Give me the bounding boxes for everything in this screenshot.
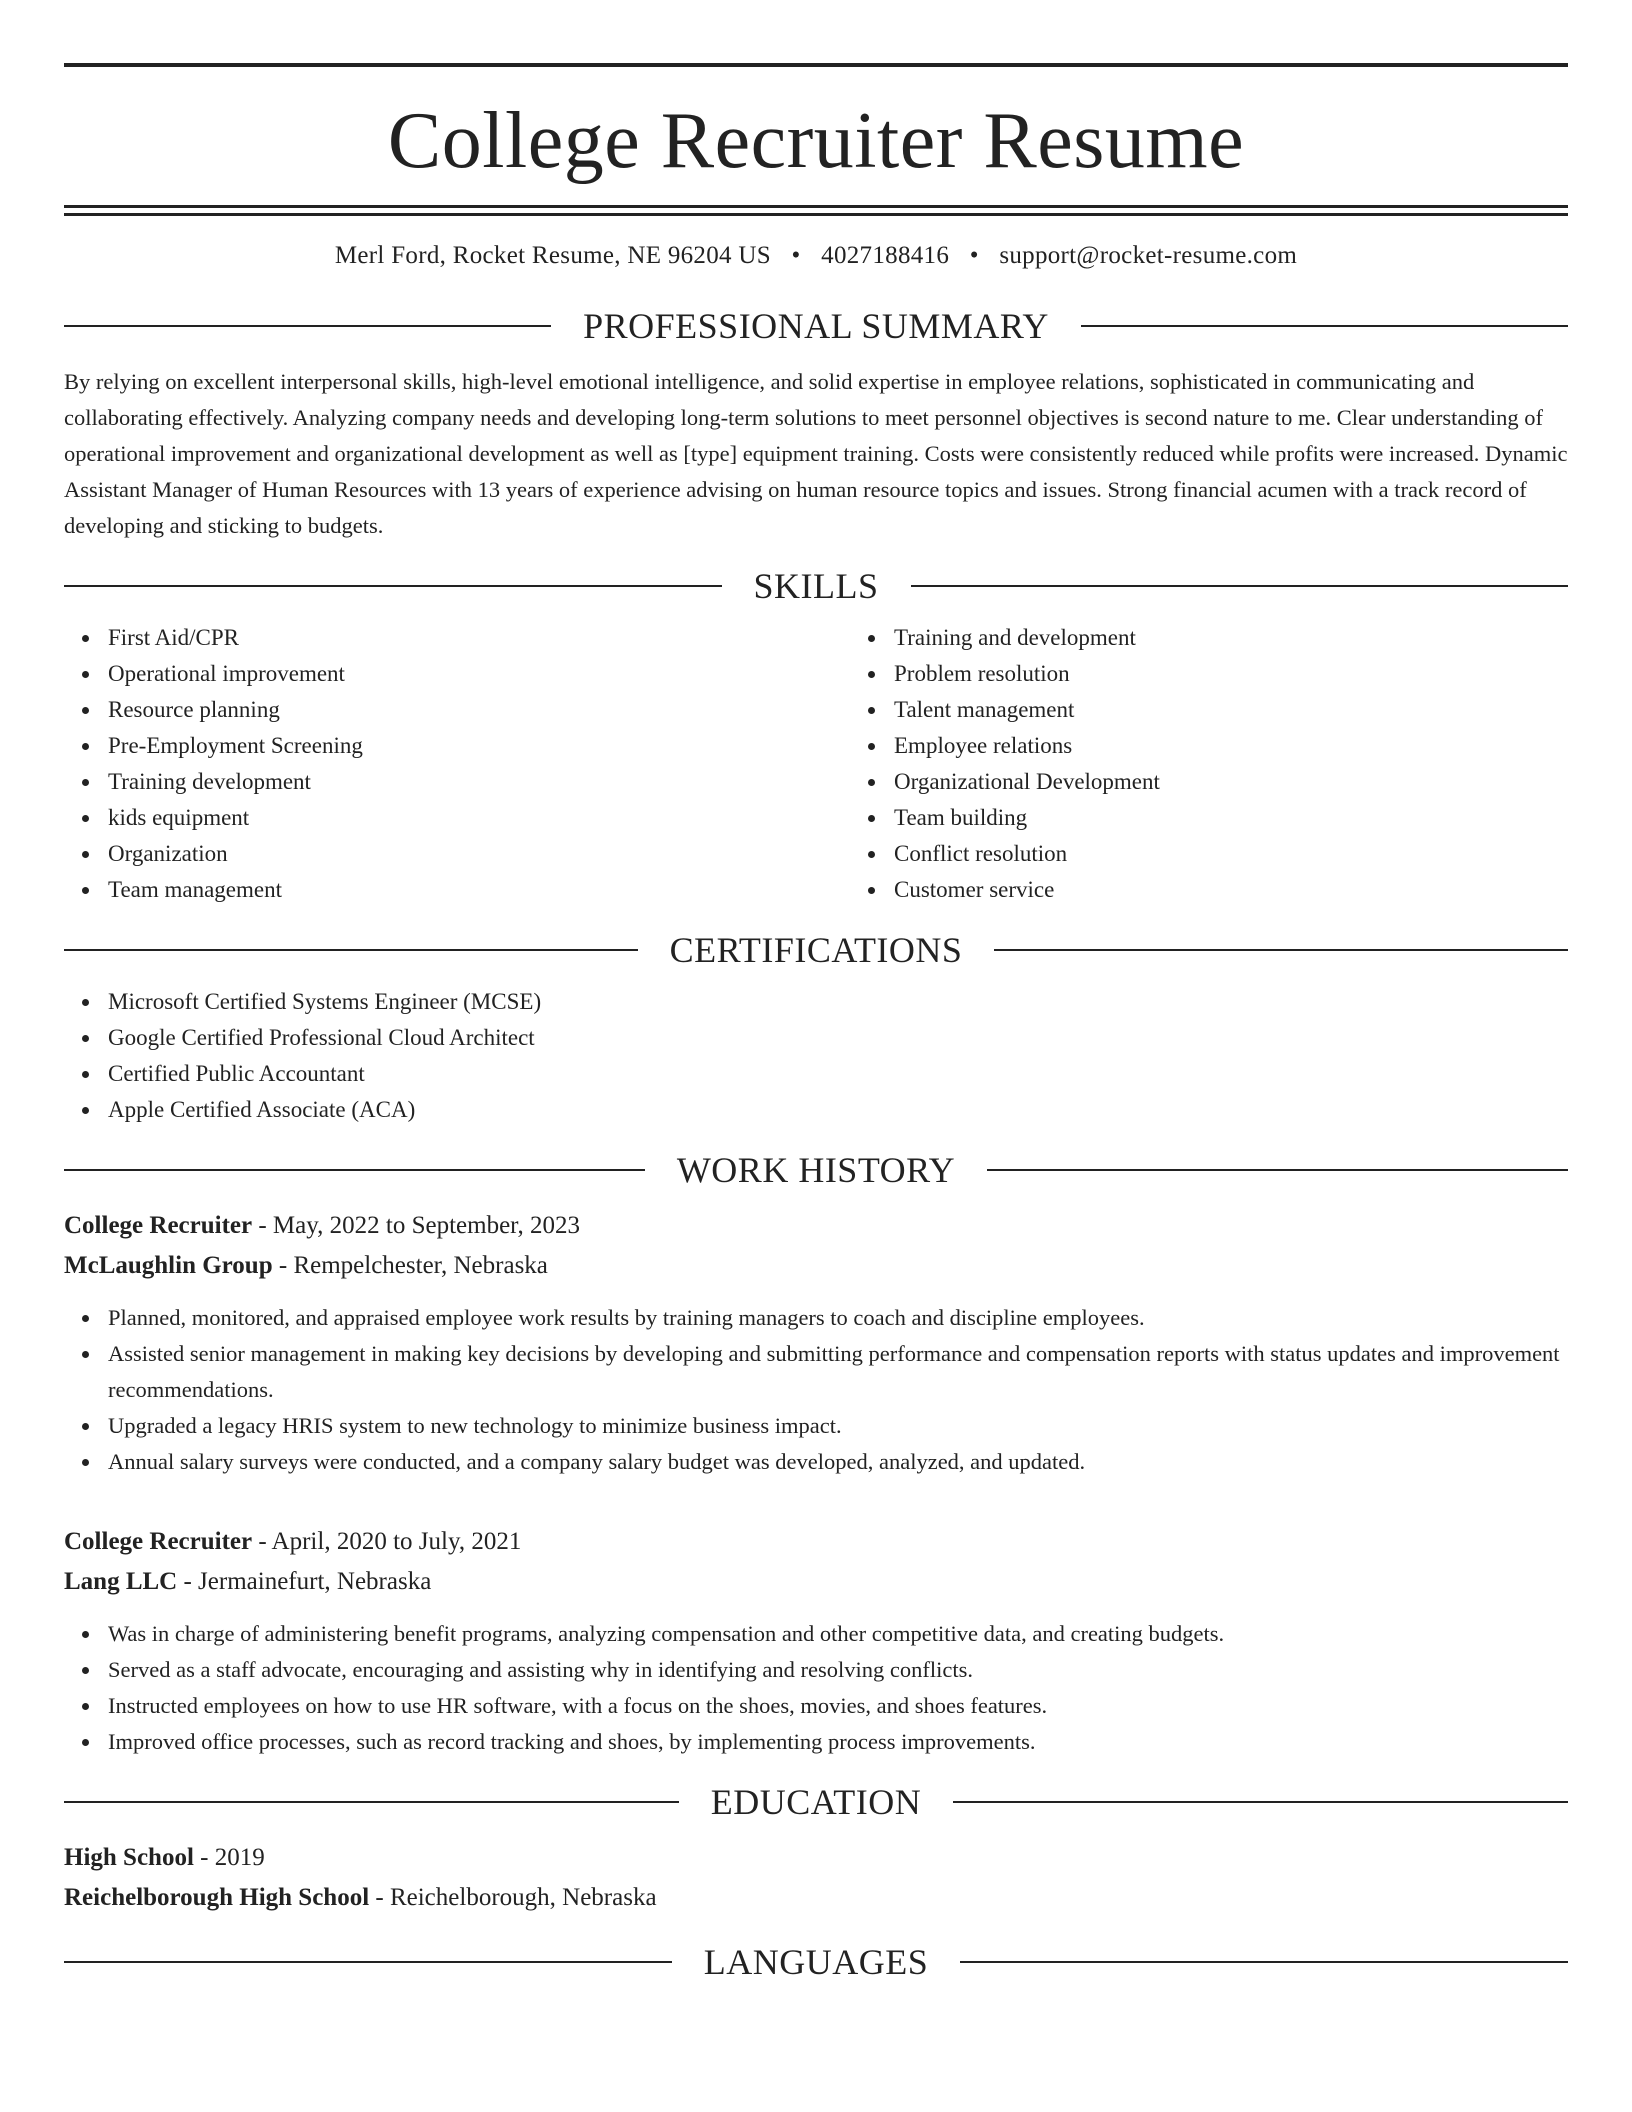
job-bullet: Served as a staff advocate, encouraging and assisting why in identifying and resolving conflicts. [108, 1652, 1568, 1688]
skill-item: Team building [894, 800, 1632, 836]
summary-heading [64, 306, 1568, 346]
languages-heading [64, 1942, 1568, 1982]
heading-rule-left [64, 1169, 645, 1171]
contact-phone: 4027188416 [821, 242, 950, 269]
heading-rule-right [911, 585, 1569, 587]
job-company: McLaughlin Group [64, 1252, 273, 1279]
languages-heading-label: LANGUAGES [703, 1942, 929, 1982]
education-heading-label: EDUCATION [710, 1782, 922, 1822]
skills-heading [64, 566, 1568, 606]
education-degree-line [64, 1838, 1568, 1878]
job-company-line [64, 1562, 1568, 1602]
job-dates: - April, 2020 to July, 2021 [252, 1528, 522, 1555]
certification-item: Google Certified Professional Cloud Architect [108, 1020, 1568, 1056]
heading-rule-right [960, 1961, 1568, 1963]
education-location: - Reichelborough, Nebraska [369, 1884, 657, 1911]
skill-item: kids equipment [108, 800, 850, 836]
summary-text: By relying on excellent interpersonal skills, high-level emotional intelligence, and solid expertise in employee relations, sophisticated in communicating and collaborating effectively. Analyzing company needs and developing long-term solutions to meet personnel objectives is second nature to me. Clear understanding of operational improvement and organizational development as well as [type] equipment training. Costs were consistently reduced while profits were increased. Dynamic Assistant Manager of Human Resources with 13 years of experience advising on human resource topics and issues. Strong financial acumen with a track record of developing and sticking to budgets. [64, 369, 1568, 538]
job-bullet: Assisted senior management in making key decisions by developing and submitting performance and compensation reports with status updates and improvement recommendations. [108, 1336, 1568, 1408]
job-bullet: Was in charge of administering benefit programs, analyzing compensation and other competitive data, and creating budgets. [108, 1616, 1568, 1652]
skill-item: Training development [108, 764, 850, 800]
skill-item: First Aid/CPR [108, 620, 850, 656]
job-bullets [64, 1300, 1568, 1480]
job-bullets [64, 1616, 1568, 1760]
job-company-line [64, 1246, 1568, 1286]
skill-item: Resource planning [108, 692, 850, 728]
certification-item: Microsoft Certified Systems Engineer (MCSE) [108, 984, 1568, 1020]
skill-item: Talent management [894, 692, 1632, 728]
job-title: College Recruiter [64, 1212, 253, 1239]
education-entry [64, 1838, 1568, 1918]
certifications-heading [64, 930, 1568, 970]
skill-item: Team management [108, 872, 850, 908]
job-entry [64, 1522, 1568, 1760]
contact-separator: • [791, 242, 801, 269]
heading-rule-right [953, 1801, 1568, 1803]
work-history-heading [64, 1150, 1568, 1190]
heading-rule-left [64, 1801, 679, 1803]
job-bullet: Instructed employees on how to use HR software, with a focus on the shoes, movies, and shoes features. [108, 1688, 1568, 1724]
job-entry [64, 1206, 1568, 1480]
skill-item: Operational improvement [108, 656, 850, 692]
contact-line [64, 242, 1568, 270]
certifications-heading-label: CERTIFICATIONS [669, 930, 963, 970]
resume-page [64, 0, 1568, 1982]
job-bullet: Upgraded a legacy HRIS system to new technology to minimize business impact. [108, 1408, 1568, 1444]
skill-item: Organizational Development [894, 764, 1632, 800]
heading-rule-right [1081, 325, 1568, 327]
job-company: Lang LLC [64, 1568, 178, 1595]
job-bullet: Improved office processes, such as record tracking and shoes, by implementing process improvements. [108, 1724, 1568, 1760]
education-year: - 2019 [193, 1844, 265, 1871]
skills-grid [64, 606, 1568, 908]
heading-rule-right [987, 1169, 1568, 1171]
heading-rule-left [64, 325, 551, 327]
certification-item: Apple Certified Associate (ACA) [108, 1092, 1568, 1128]
certifications-list [64, 984, 1568, 1128]
job-location: - Rempelchester, Nebraska [272, 1252, 548, 1279]
education-degree: High School [64, 1844, 194, 1871]
summary-heading-label: PROFESSIONAL SUMMARY [583, 306, 1049, 346]
job-title-line [64, 1522, 1568, 1562]
education-school-line [64, 1878, 1568, 1918]
contact-separator: • [969, 242, 979, 269]
education-heading [64, 1782, 1568, 1822]
skill-item: Problem resolution [894, 656, 1632, 692]
work-history-heading-label: WORK HISTORY [676, 1150, 956, 1190]
job-location: - Jermainefurt, Nebraska [177, 1568, 432, 1595]
top-rule [64, 63, 1568, 67]
contact-address: Merl Ford, Rocket Resume, NE 96204 US [334, 242, 771, 269]
education-school: Reichelborough High School [64, 1884, 370, 1911]
skill-item: Conflict resolution [894, 836, 1632, 872]
skills-heading-label: SKILLS [753, 566, 879, 606]
skills-list-right [850, 620, 1632, 908]
skill-item: Customer service [894, 872, 1632, 908]
skill-item: Employee relations [894, 728, 1632, 764]
heading-rule-left [64, 949, 638, 951]
skill-item: Pre-Employment Screening [108, 728, 850, 764]
skill-item: Training and development [894, 620, 1632, 656]
job-dates: - May, 2022 to September, 2023 [252, 1212, 580, 1239]
job-bullet: Annual salary surveys were conducted, and a company salary budget was developed, analyzed, and updated. [108, 1444, 1568, 1480]
certification-item: Certified Public Accountant [108, 1056, 1568, 1092]
job-bullet: Planned, monitored, and appraised employee work results by training managers to coach and discipline employees. [108, 1300, 1568, 1336]
heading-rule-left [64, 585, 722, 587]
title-double-rule [64, 205, 1568, 216]
skills-list-left [64, 620, 850, 908]
job-title-line [64, 1206, 1568, 1246]
skill-item: Organization [108, 836, 850, 872]
resume-title: College Recruiter Resume [387, 97, 1245, 185]
job-title: College Recruiter [64, 1528, 253, 1555]
heading-rule-right [994, 949, 1568, 951]
contact-email: support@rocket-resume.com [999, 242, 1298, 269]
heading-rule-left [64, 1961, 672, 1963]
